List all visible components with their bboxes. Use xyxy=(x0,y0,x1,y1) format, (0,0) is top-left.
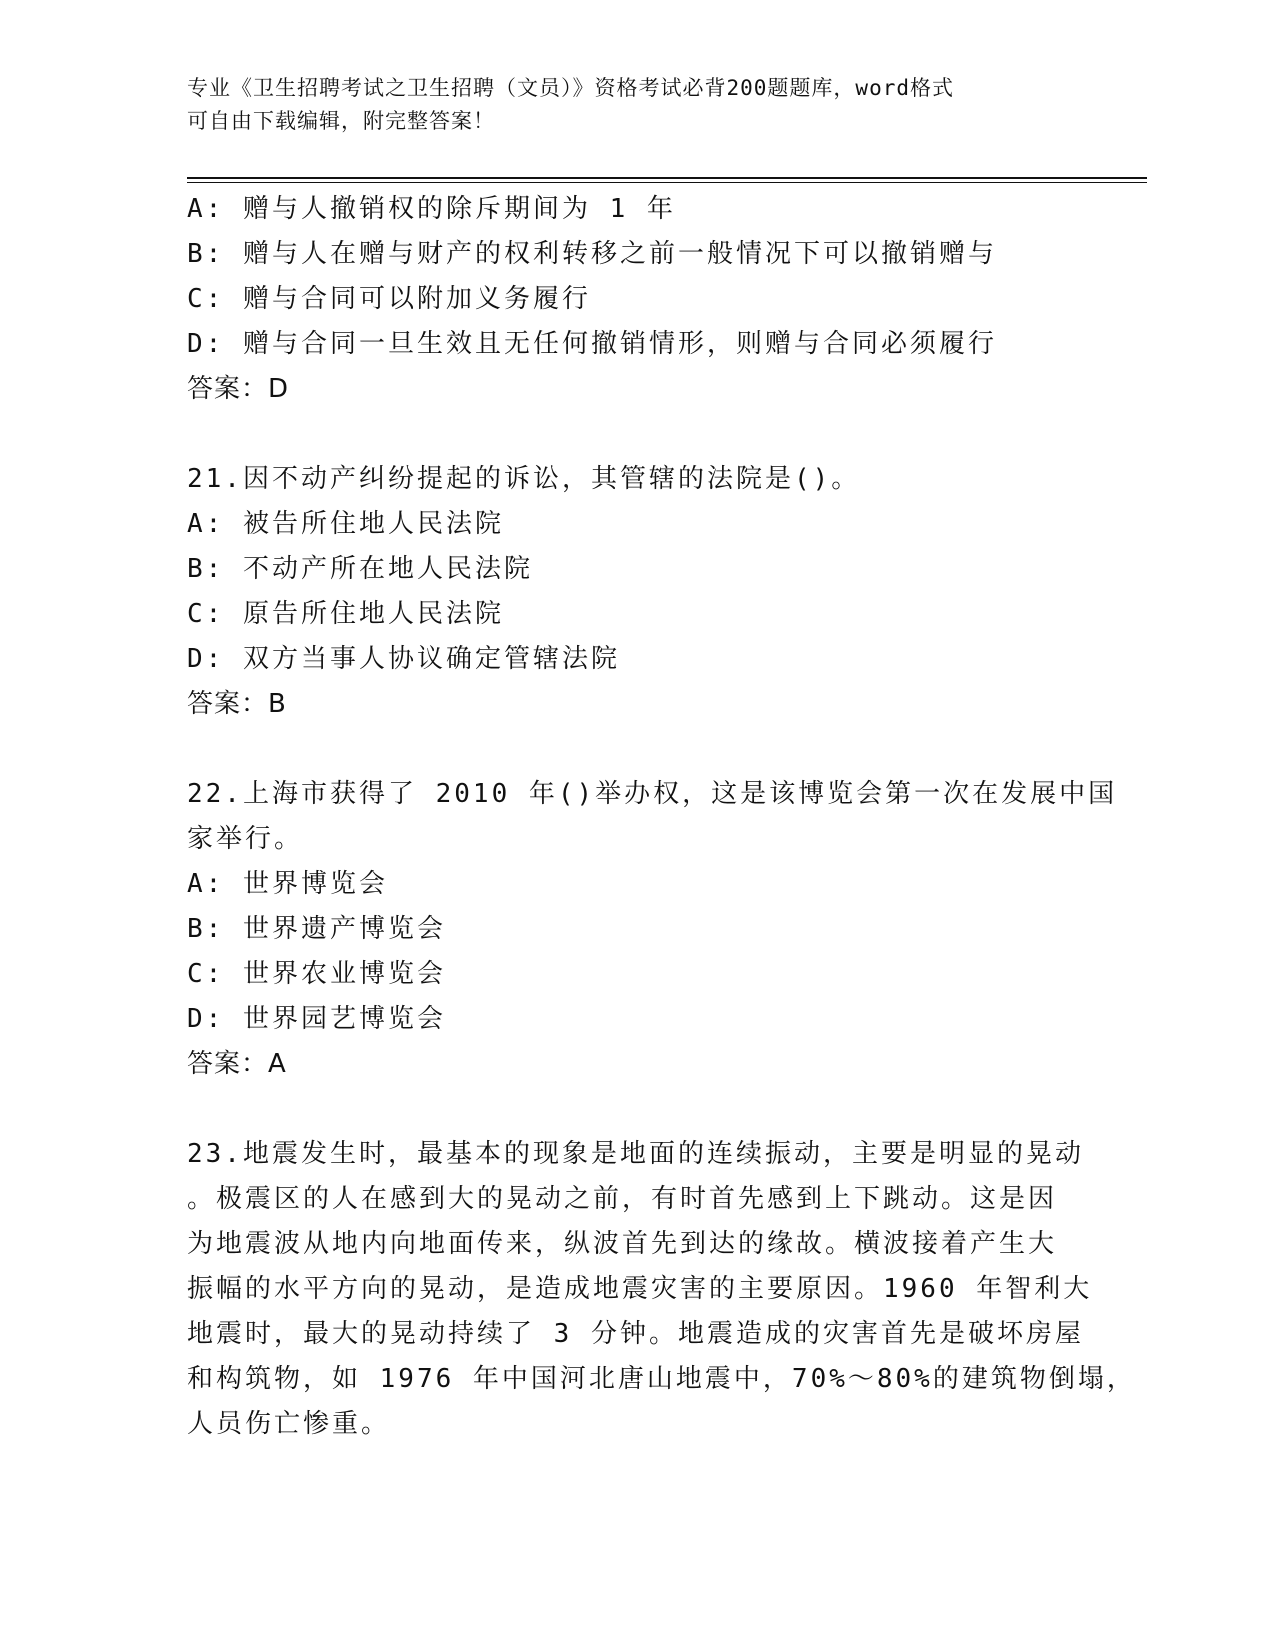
q22-question-line-1: 22.上海市获得了 2010 年()举办权，这是该博览会第一次在发展中国 xyxy=(187,779,1118,809)
q21-option-c: C: 原告所住地人民法院 xyxy=(187,599,504,629)
q20-answer: 答案：D xyxy=(187,374,290,404)
q23-question-line-1: 23.地震发生时，最基本的现象是地面的连续振动，主要是明显的晃动 xyxy=(187,1139,1084,1169)
header-rule-thick xyxy=(187,177,1147,179)
q23-question-line-4: 振幅的水平方向的晃动，是造成地震灾害的主要原因。1960 年智利大 xyxy=(187,1274,1093,1304)
document-header xyxy=(187,72,1067,138)
q22-option-a: A: 世界博览会 xyxy=(187,869,388,899)
q22-question-line-2: 家举行。 xyxy=(187,824,304,854)
q20-option-b: B: 赠与人在赠与财产的权利转移之前一般情况下可以撤销赠与 xyxy=(187,239,997,269)
q22-option-c: C: 世界农业博览会 xyxy=(187,959,446,989)
q22-option-b: B: 世界遗产博览会 xyxy=(187,914,446,944)
q23-question-line-2: 。极震区的人在感到大的晃动之前，有时首先感到上下跳动。这是因 xyxy=(187,1184,1058,1214)
header-line-1: 专业《卫生招聘考试之卫生招聘（文员）》资格考试必背200题题库，word格式 xyxy=(187,76,954,100)
q21-option-d: D: 双方当事人协议确定管辖法院 xyxy=(187,644,620,674)
q21-answer: 答案：B xyxy=(187,689,287,719)
q20-option-a: A: 赠与人撤销权的除斥期间为 1 年 xyxy=(187,194,676,224)
header-line-2: 可自由下载编辑，附完整答案！ xyxy=(187,109,495,133)
q20-option-d: D: 赠与合同一旦生效且无任何撤销情形，则赠与合同必须履行 xyxy=(187,329,997,359)
q22-option-d: D: 世界园艺博览会 xyxy=(187,1004,446,1034)
q21-question: 21.因不动产纠纷提起的诉讼，其管辖的法院是()。 xyxy=(187,464,861,494)
q22-answer: 答案：A xyxy=(187,1049,287,1079)
q23-question-line-3: 为地震波从地内向地面传来，纵波首先到达的缘故。横波接着产生大 xyxy=(187,1229,1058,1259)
q21-option-a: A: 被告所住地人民法院 xyxy=(187,509,504,539)
header-rule-thin xyxy=(187,182,1147,183)
q21-option-b: B: 不动产所在地人民法院 xyxy=(187,554,533,584)
q23-question-line-6: 和构筑物，如 1976 年中国河北唐山地震中，70%～80%的建筑物倒塌， xyxy=(187,1364,1136,1394)
q23-question-line-7: 人员伤亡惨重。 xyxy=(187,1409,391,1439)
q20-option-c: C: 赠与合同可以附加义务履行 xyxy=(187,284,591,314)
q23-question-line-5: 地震时，最大的晃动持续了 3 分钟。地震造成的灾害首先是破坏房屋 xyxy=(187,1319,1084,1349)
